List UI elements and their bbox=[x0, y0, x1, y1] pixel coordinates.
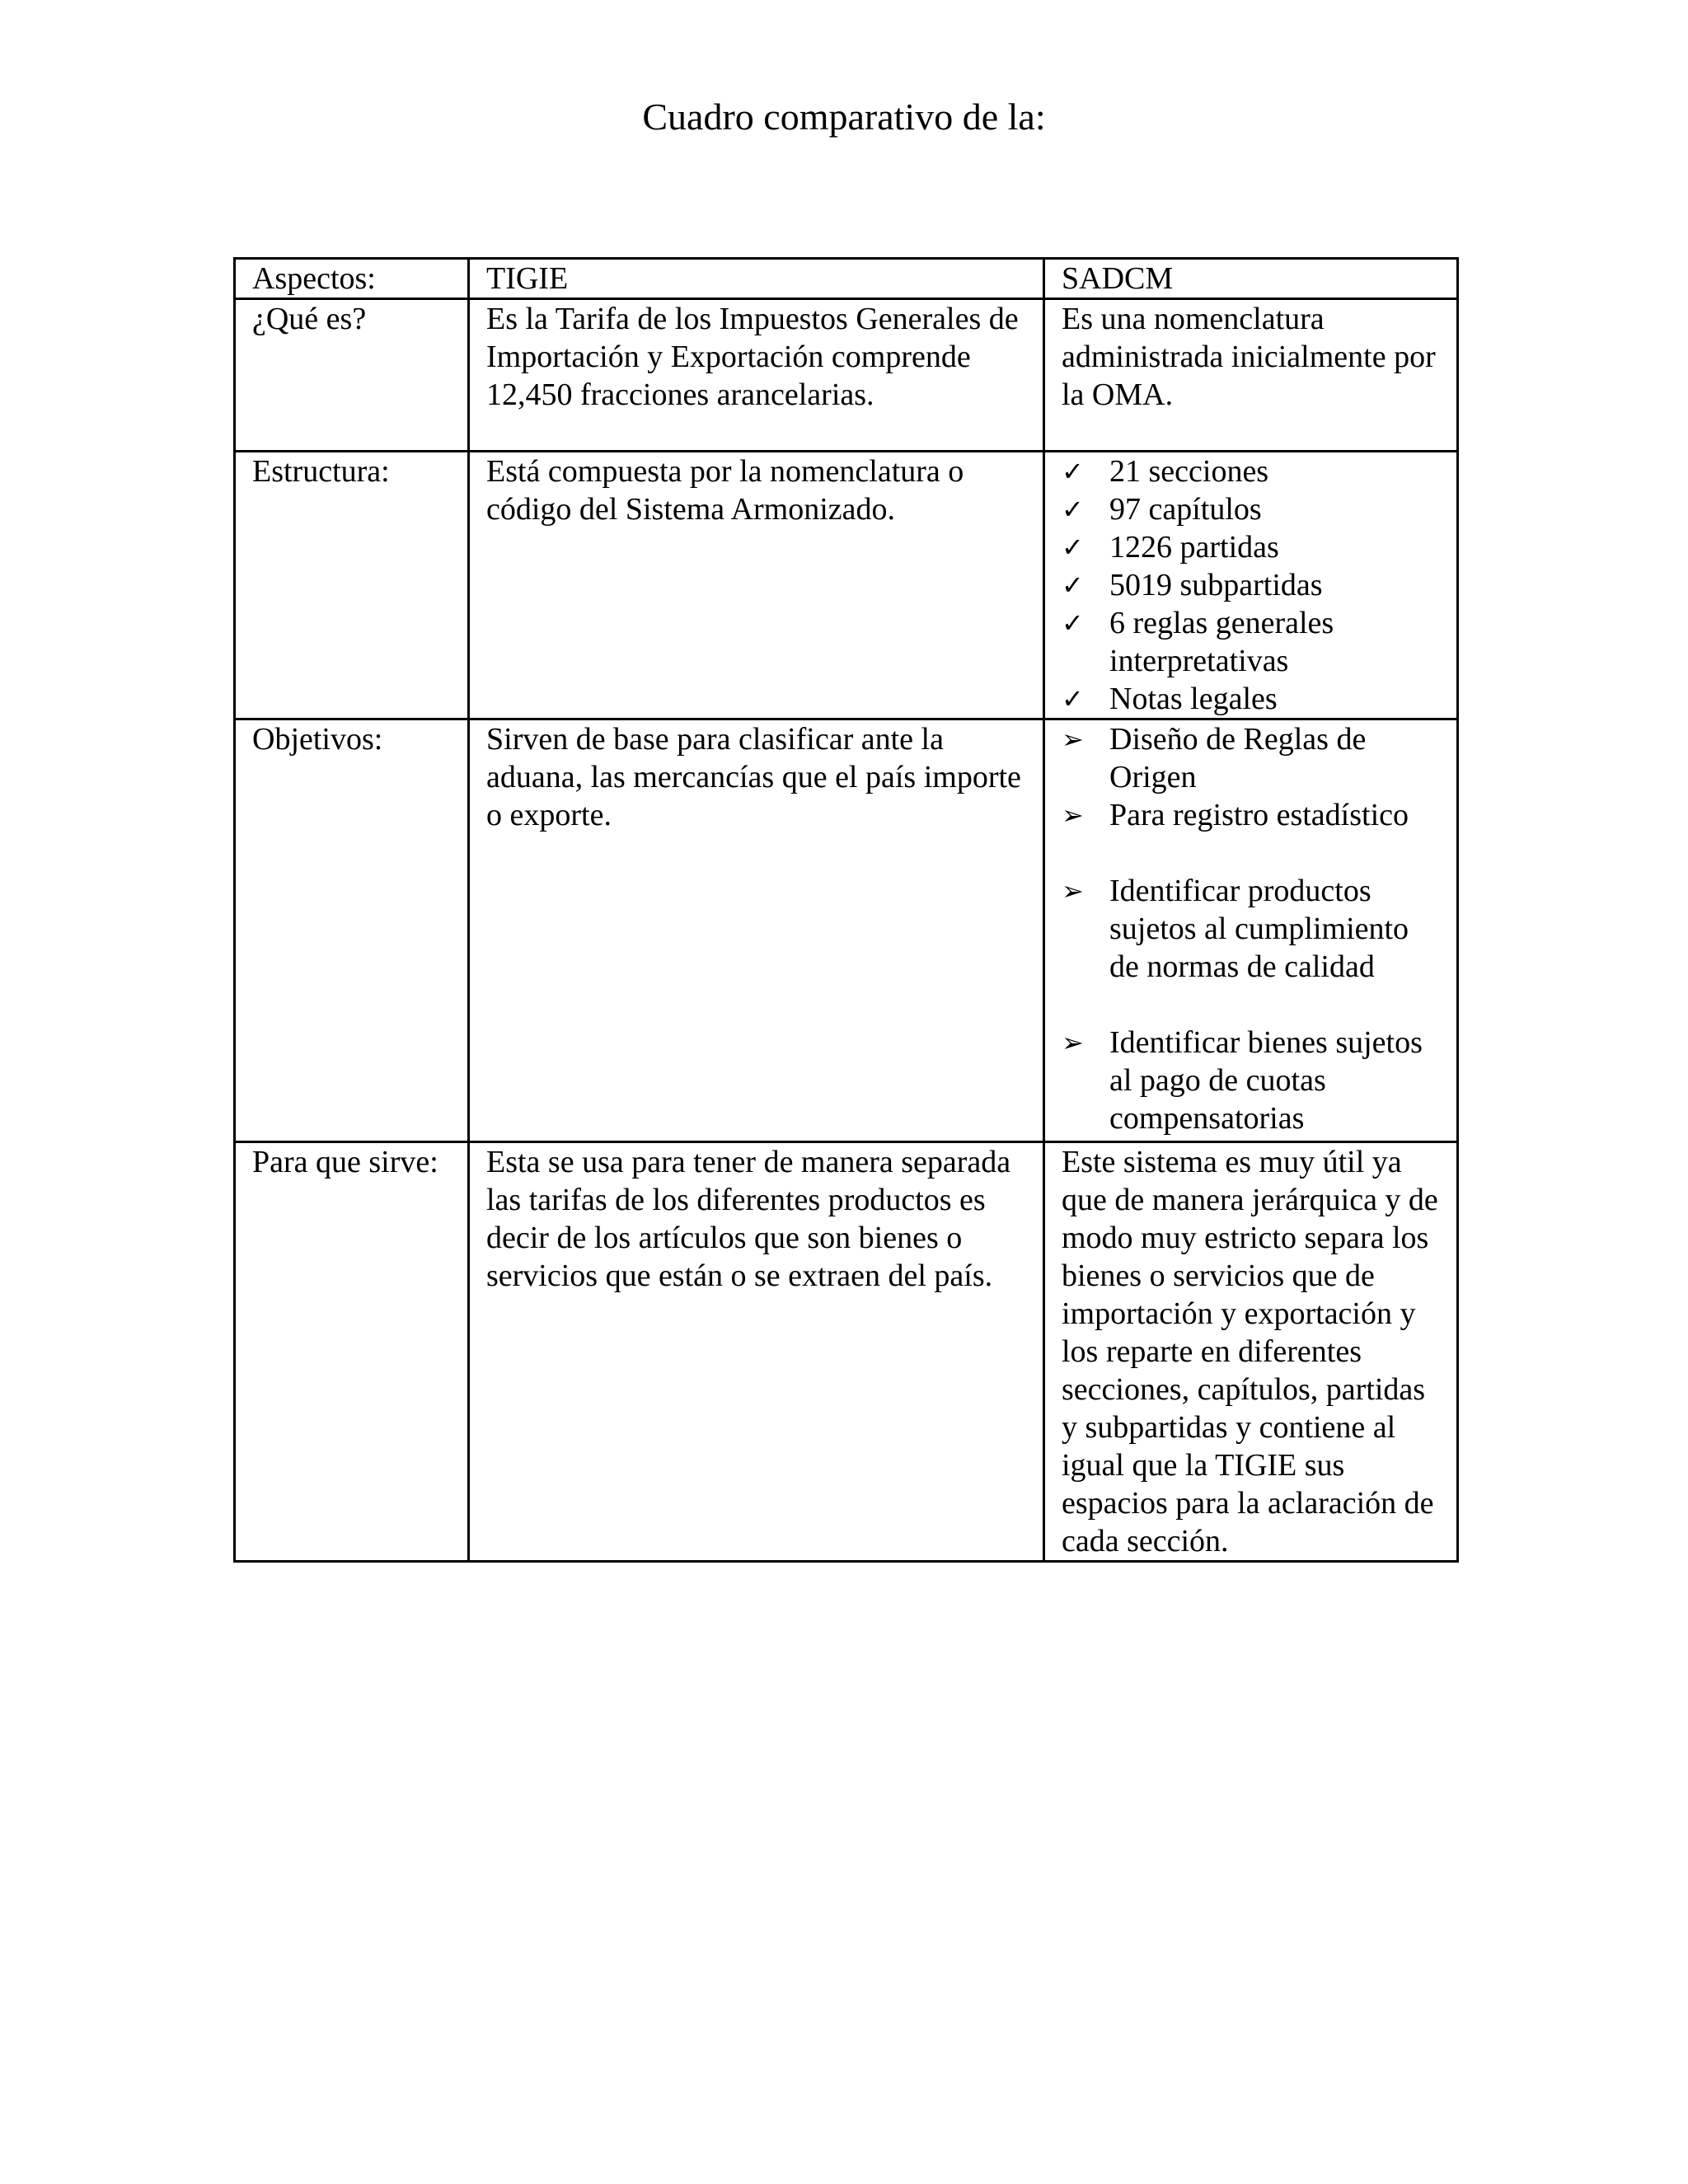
list-item-text: 6 reglas generales interpretativas bbox=[1109, 606, 1334, 678]
list-item-text: 21 secciones bbox=[1109, 454, 1269, 489]
row-label-para-que-sirve: Para que sirve: bbox=[235, 1142, 469, 1562]
row-label-estructura: Estructura: bbox=[235, 452, 469, 719]
arrow-bullet-icon: ➢ bbox=[1062, 799, 1084, 831]
list-item-text: Para registro estadístico bbox=[1109, 798, 1409, 832]
check-icon: ✓ bbox=[1062, 607, 1084, 639]
list-item bbox=[1062, 1024, 1443, 1137]
table-row-para-que-sirve bbox=[235, 1142, 1458, 1562]
check-icon: ✓ bbox=[1062, 683, 1084, 715]
check-icon: ✓ bbox=[1062, 494, 1084, 525]
list-item-text: Diseño de Reglas de Origen bbox=[1109, 722, 1367, 794]
list-item-text: 97 capítulos bbox=[1109, 492, 1262, 527]
page-title: Cuadro comparativo de la: bbox=[642, 96, 1046, 138]
arrow-bullet-icon: ➢ bbox=[1062, 1027, 1084, 1058]
check-icon: ✓ bbox=[1062, 456, 1084, 487]
list-item bbox=[1062, 604, 1443, 680]
sadcm-estructura-list bbox=[1062, 452, 1443, 718]
table-header-row bbox=[235, 259, 1458, 299]
cell-sadcm-que-es: Es una nomenclatura administrada inicialmente por la OMA. bbox=[1044, 299, 1458, 452]
row-label-que-es: ¿Qué es? bbox=[235, 299, 469, 452]
list-item-text: Notas legales bbox=[1109, 682, 1278, 716]
check-icon: ✓ bbox=[1062, 569, 1084, 601]
table-row-que-es bbox=[235, 299, 1458, 452]
list-item bbox=[1062, 566, 1443, 604]
list-item bbox=[1062, 452, 1443, 490]
cell-sadcm-para-que-sirve: Este sistema es muy útil ya que de manera jerárquica y de modo muy estricto separa los bienes o servicios que de importación y exportación y los reparte en diferentes secciones, capítulos, partidas y subpartidas y contiene al igual que la TIGIE sus espacios para la aclaración de cada sección. bbox=[1044, 1142, 1458, 1562]
list-item bbox=[1062, 796, 1443, 834]
list-item bbox=[1062, 720, 1443, 796]
cell-sadcm-objetivos bbox=[1044, 719, 1458, 1142]
arrow-bullet-icon: ➢ bbox=[1062, 875, 1084, 907]
list-item-text: 5019 subpartidas bbox=[1109, 568, 1323, 602]
list-item bbox=[1062, 680, 1443, 718]
row-label-objetivos: Objetivos: bbox=[235, 719, 469, 1142]
list-item-text: Identificar bienes sujetos al pago de cuotas compensatorias bbox=[1109, 1025, 1423, 1136]
header-aspectos: Aspectos: bbox=[235, 259, 469, 299]
cell-tigie-objetivos: Sirven de base para clasificar ante la aduana, las mercancías que el país importe o exporte. bbox=[469, 719, 1044, 1142]
list-item-text: 1226 partidas bbox=[1109, 530, 1279, 565]
table-row-estructura bbox=[235, 452, 1458, 719]
list-item-text: Identificar productos sujetos al cumplimiento de normas de calidad bbox=[1109, 874, 1409, 984]
list-item bbox=[1062, 490, 1443, 528]
check-icon: ✓ bbox=[1062, 532, 1084, 563]
comparison-table bbox=[233, 257, 1459, 1563]
cell-tigie-estructura: Está compuesta por la nomenclatura o código del Sistema Armonizado. bbox=[469, 452, 1044, 719]
cell-tigie-para-que-sirve: Esta se usa para tener de manera separada las tarifas de los diferentes productos es decir de los artículos que son bienes o servicios que están o se extraen del país. bbox=[469, 1142, 1044, 1562]
cell-sadcm-estructura bbox=[1044, 452, 1458, 719]
list-item bbox=[1062, 872, 1443, 986]
list-item bbox=[1062, 528, 1443, 566]
header-tigie: TIGIE bbox=[469, 259, 1044, 299]
sadcm-objetivos-list bbox=[1062, 720, 1443, 1137]
cell-tigie-que-es: Es la Tarifa de los Impuestos Generales de Importación y Exportación comprende 12,450 fracciones arancelarias. bbox=[469, 299, 1044, 452]
arrow-bullet-icon: ➢ bbox=[1062, 724, 1084, 755]
header-sadcm: SADCM bbox=[1044, 259, 1458, 299]
table-row-objetivos bbox=[235, 719, 1458, 1142]
